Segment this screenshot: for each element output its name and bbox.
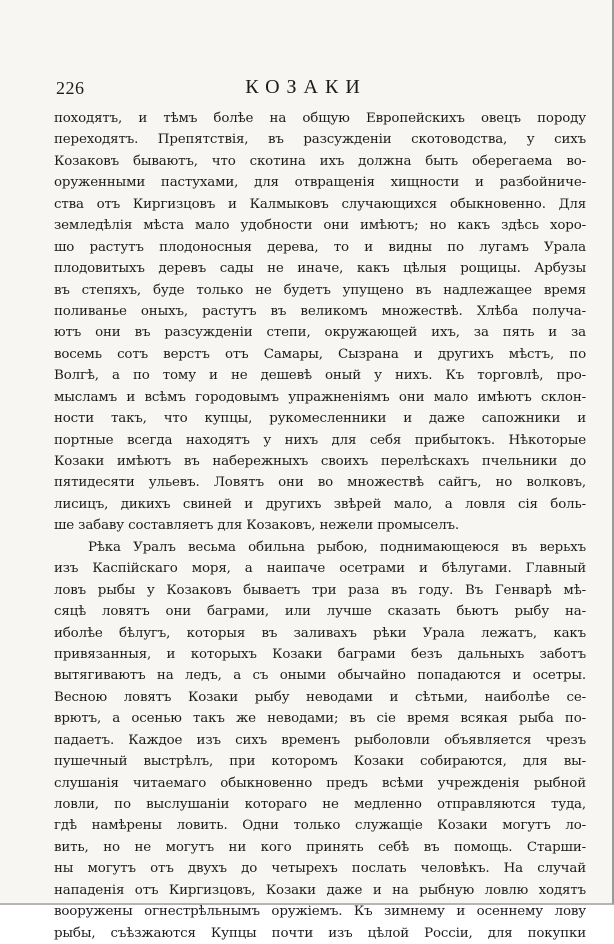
text-line: походятъ, и тѣмъ болѣе на общую Европейскихъ овецъ породу — [54, 111, 586, 126]
text-line: ютъ они въ разсужденіи степи, окружающей ихъ, за пять и за — [54, 325, 586, 341]
text-line: сяцѣ ловятъ они баграми, или лучше сказать бьютъ рыбу на- — [54, 604, 586, 620]
text-line: падаетъ. Каждое изъ сихъ временъ рыболовли объявляется чрезъ — [54, 732, 586, 748]
text-line: ловъ рыбы у Козаковъ бываетъ три раза въ году. Въ Генварѣ мѣ- — [54, 582, 586, 598]
text-line: врютъ, а осенью такъ же неводами; въ сіе время всякая рыба по- — [54, 711, 586, 727]
text-line: вить, но не могутъ ни кого принять себѣ въ помощь. Старши- — [54, 839, 586, 855]
text-line: ства отъ Киргизцовъ и Калмыковъ случающихся обыкновенно. Для — [54, 196, 586, 212]
text-line: нападенія отъ Киргизцовъ, Козаки даже и на рыбную ловлю ходятъ — [54, 882, 586, 898]
body-text — [54, 108, 586, 944]
text-line: земледѣлія мѣста мало удобности они имѣютъ; но какъ здѣсь хоро- — [54, 218, 586, 234]
text-line: поливанье оныхъ, растутъ въ великомъ множествѣ. Хлѣба получа- — [54, 303, 586, 319]
text-line: иболѣе бѣлугъ, которыя въ заливахъ рѣки Урала лежатъ, какъ — [54, 625, 586, 641]
text-line: пятидесяти ульевъ. Ловятъ они во множествѣ сайгъ, но волковъ, — [54, 475, 586, 491]
text-line: вытягиваютъ на ледъ, а съ оными обычайно попадаются и осетры. — [54, 668, 586, 684]
text-line: шо растутъ плодоносныя дерева, то и видны по лугамъ Урала — [54, 239, 586, 255]
text-line: въ степяхъ, буде только не будетъ упущено въ надлежащее время — [54, 282, 586, 298]
page-number: 226 — [56, 78, 85, 98]
text-line: плодовитыхъ деревъ сады не иначе, какъ цѣлыя рощицы. Арбузы — [54, 261, 586, 277]
text-line: привязанныя, и которыхъ Козаки баграми безъ дальныхъ заботъ — [54, 646, 586, 662]
text-line: ны могутъ отъ двухъ до четырехъ послать человѣкъ. На случай — [54, 861, 586, 877]
text-line: ше забаву составляетъ для Козаковъ, нежели промыселъ. — [54, 518, 460, 534]
text-line: гдѣ намѣрены ловить. Одни только служащіе Козаки могутъ ло- — [54, 818, 586, 834]
text-line: восемь сотъ верстъ отъ Самары, Сызрана и другихъ мѣстъ, по — [54, 346, 586, 362]
text-line: Волгѣ, а по тому и не дешевѣ оный у нихъ. Къ торговлѣ, про- — [54, 368, 586, 384]
text-line: Весною ловятъ Козаки рыбу неводами и сѣтьми, наиболѣе се- — [54, 689, 586, 705]
text-line: изъ Каспійскаго моря, а наипаче осетрами и бѣлугами. Главный — [54, 561, 586, 577]
text-line: ловли, по выслушаніи котораго не медленно отправляются туда, — [54, 797, 586, 812]
text-line: лисицъ, дикихъ свиней и другихъ звѣрей мало, а ловля сія боль- — [54, 496, 586, 512]
text-line: слушанія читаемаго обыкновенно предъ всѣми учрежденія рыбной — [54, 775, 586, 791]
text-line: Козаки имѣютъ въ набережныхъ своихъ перелѣскахъ пчельники до — [54, 454, 586, 469]
text-line: рыбы, съѣзжаются Купцы почти изъ цѣлой Россіи, для покупки — [54, 925, 586, 941]
text-line: пушечный выстрѣлъ, при которомъ Козаки собираются, для вы- — [54, 754, 586, 770]
running-title: КОЗАКИ — [245, 76, 367, 98]
text-line: оруженными пастухами, для отвращенія хищности и разбойниче- — [54, 175, 586, 191]
text-line: мысламъ и всѣмъ городовымъ упражненіямъ они мало имѣютъ склон- — [54, 389, 586, 405]
text-line: портные всегда находятъ у нихъ для себя прибытокъ. Нѣкоторые — [54, 432, 586, 448]
text-line: ности такъ, что купцы, рукомесленники и даже сапожники и — [54, 411, 586, 427]
text-line: переходятъ. Препятствія, въ разсужденіи скотоводства, у сихъ — [54, 132, 586, 148]
text-line: вооружены огнестрѣльнымъ оружіемъ. Къ зимнему и осеннему лову — [54, 904, 586, 920]
text-line: Рѣка Уралъ весьма обильна рыбою, поднимающеюся въ верьхъ — [88, 539, 586, 555]
text-line: Козаковъ бываютъ, что скотина ихъ должна быть оберегаема во- — [54, 153, 586, 169]
